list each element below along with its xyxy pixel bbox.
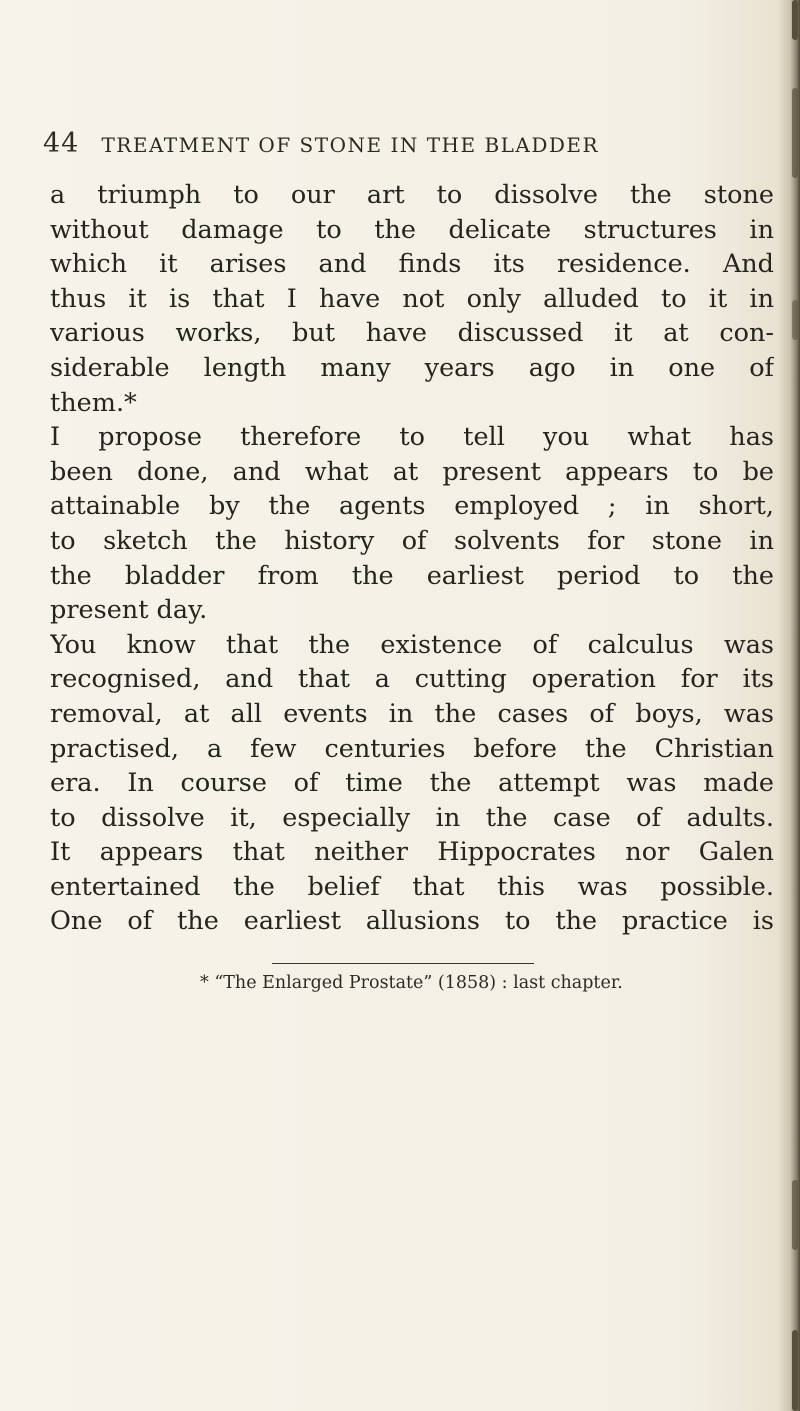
- page-edge-mark: [792, 1330, 798, 1411]
- text-line: attainable by the agents employed ; in short,: [50, 491, 774, 522]
- page-edge-mark: [792, 1180, 798, 1250]
- text-line: which it arises and finds its residence. And: [50, 249, 774, 280]
- text-line: It appears that neither Hippocrates nor Galen: [50, 837, 774, 868]
- text-line: entertained the belief that this was possible.: [50, 871, 774, 902]
- text-line: a triumph to our art to dissolve the stone: [50, 180, 774, 210]
- text-line: siderable length many years ago in one of: [50, 352, 774, 383]
- text-line: era. In course of time the attempt was made: [50, 768, 774, 799]
- page-number: 44: [43, 128, 80, 159]
- text-line: You know that the existence of calculus was: [50, 629, 774, 660]
- footnote: * “The Enlarged Prostate” (1858) : last chapter.: [200, 973, 623, 993]
- text-line: I propose therefore to tell you what has: [50, 422, 774, 453]
- text-line: One of the earliest allusions to the practice is: [50, 906, 774, 937]
- text-line: them.*: [50, 387, 137, 418]
- text-line: to dissolve it, especially in the case of adults.: [50, 802, 774, 833]
- text-line: thus it is that I have not only alluded to it in: [50, 283, 774, 314]
- page-edge-mark: [792, 0, 798, 40]
- text-line: been done, and what at present appears to be: [50, 456, 774, 487]
- running-head: TREATMENT OF STONE IN THE BLADDER: [101, 133, 600, 157]
- text-line: recognised, and that a cutting operation for its: [50, 664, 774, 695]
- page-edge-mark: [792, 88, 798, 178]
- text-line: removal, at all events in the cases of boys, was: [50, 698, 774, 729]
- page-header: [43, 128, 783, 159]
- footnote-rule: [272, 963, 534, 964]
- text-line: practised, a few centuries before the Christian: [50, 733, 774, 764]
- text-line: the bladder from the earliest period to the: [50, 560, 774, 591]
- body-text: [50, 178, 774, 939]
- page-edge-mark: [792, 300, 798, 340]
- text-line: to sketch the history of solvents for stone in: [50, 525, 774, 556]
- text-line: without damage to the delicate structures in: [50, 214, 774, 245]
- text-line: present day.: [50, 595, 208, 626]
- text-line: various works, but have discussed it at con-: [50, 318, 774, 349]
